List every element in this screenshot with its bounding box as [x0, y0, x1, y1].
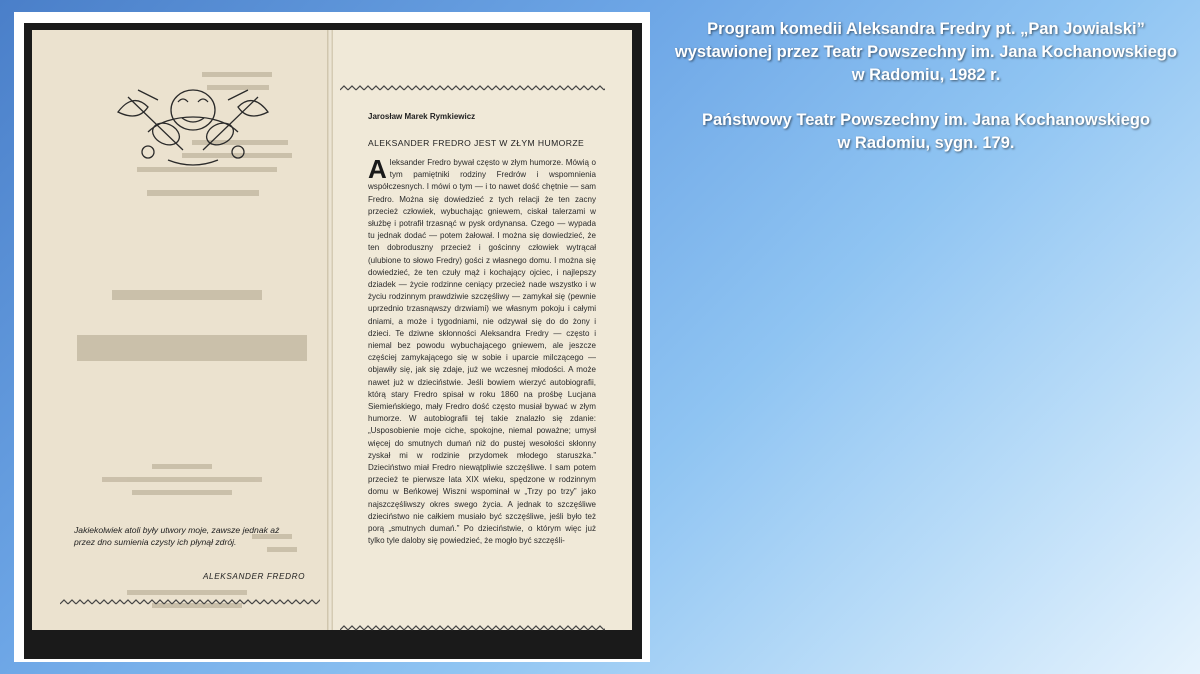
ornament-border — [60, 598, 320, 606]
ornament-border — [340, 84, 605, 92]
caption-source-line: w Radomiu, sygn. 179. — [837, 134, 1015, 152]
caption-title-line: wystawionej przez Teatr Powszechny im. Jana Kochanowskiego — [674, 43, 1178, 61]
theatre-emblem-icon — [108, 72, 278, 172]
article-heading: ALEKSANDER FREDRO JEST W ZŁYM HUMORZE — [368, 138, 585, 148]
motto-author: ALEKSANDER FREDRO — [203, 572, 306, 581]
article-body — [368, 157, 596, 617]
article-author: Jarosław Marek Rymkiewicz — [368, 112, 476, 121]
ornament-border — [340, 624, 605, 632]
caption-block — [656, 18, 1196, 155]
drop-cap: A — [368, 157, 387, 184]
caption-title-line: w Radomiu, 1982 r. — [851, 66, 1001, 84]
caption-source-line: Państwowy Teatr Powszechny im. Jana Kochanowskiego — [701, 111, 1151, 129]
motto-quote: Jakiekolwiek atoli były utwory moje, zawsze jednak aż przez dno sumienia czysty ich płynął zdrój. — [74, 525, 280, 547]
caption-title-line: Program komedii Aleksandra Fredry pt. „Pan Jowialski” — [707, 20, 1145, 38]
article-body-text: leksander Fredro bywał często w złym humorze. Mówią o tym pamiętniki rodziny Fredrów i wspomnienia współczesnych. I mówi o tym — i to nawet dość chętnie — sam Fredro. Można się dowiedzieć z tych relacji że ten zacny przecież człowiek, wybuchając gniewem, ciskał talerzami w służbę i potrafił trzasnąć w pysk ordynansa. Czego — wypada tu jednak dodać — potem żałował. I można się dowiedzieć, że ten dobroduszny przecież i gościnny człowiek wytrącał (ulubione to słowo Fredry) gości z własnego domu. I można się dowiedzieć, że ten czuły mąż i kochający ojciec, i najlepszy dziadek — życie rodzinne ceniący przecież nade wszystko i w życiu rodzinnym prawdziwie szczęśliwy — zamykał się (pewnie uprzednio trzasnąwszy drzwiami) we własnym pokoju i całymi dniami, a może i tygodniami, nie odzywał się do do żony i dzieci. Te dziwne skłonności Aleksandra Fredry — często i niemal bez powodu wybuchającego gniewem, ale jeszcze częściej zamykającego się w sobie i uparcie milczącego — objawiły się, jak się zdaje, już we wczesnej młodości. A może nawet już w dzieciństwie. Jeśli bowiem wierzyć autobiografii, którą stary Fredro spisał w roku 1860 na prośbę Lucjana Siemieńskiego, mały Fredro dość często musiał bywać w złym humorze. W autobiografii tej takie znalazło się zdanie: „Usposobienie moje ciche, spokojne, niemal poważne; umysł więcej do smutnych dumań niż do pustej wesołości skłonny zyskał mi w rodzinie przydomek młodego staruszka.” Dzieciństwo miał Fredro niewątpliwie szczęśliwe. I sam potem przecież te pierwsze lata XIX wieku, spędzone w rodzinnym domu w Beńkowej Wiszni wspominał w „Trzy po trzy” jako najszczęśliwszy okres swego życia. A jednak to szczęśliwe dzieciństwo nie całkiem musiało być szczęśliwe, jeśli było też porą „smutnych dumań.” Po dzieciństwie, o którym więc już tylko tyle daloby się powiedzieć, że mogło być szczęśli- — [368, 158, 596, 546]
